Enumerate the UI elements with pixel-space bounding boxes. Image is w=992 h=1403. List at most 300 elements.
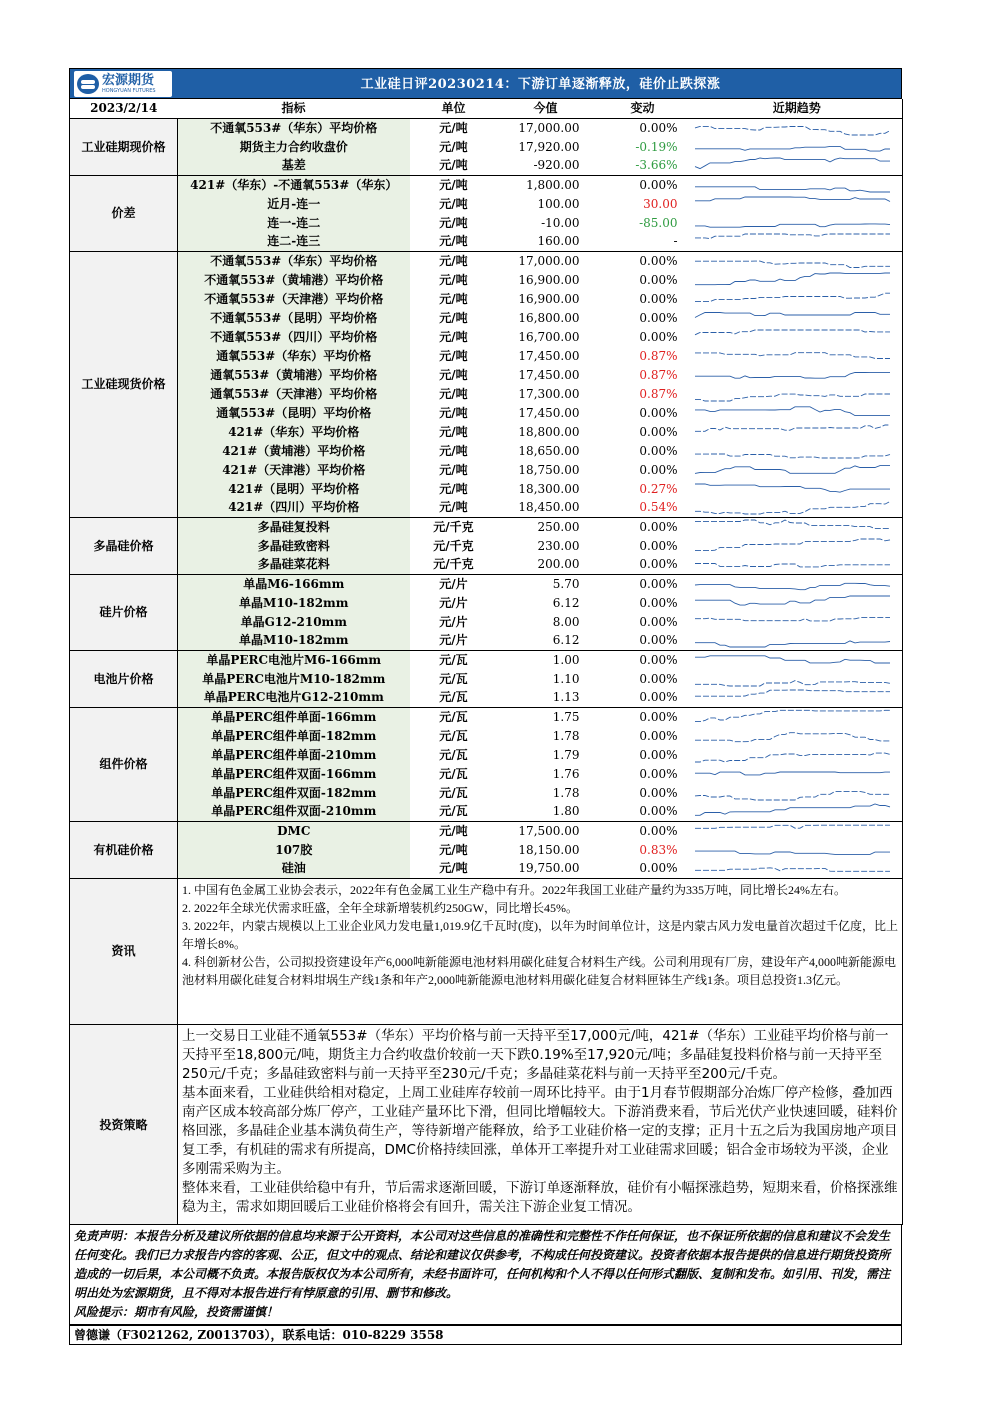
value-cell: 18,800.00 bbox=[518, 424, 580, 439]
trend-sparkline bbox=[692, 327, 903, 346]
table-row bbox=[70, 289, 903, 308]
value-cell: 17,450.00 bbox=[518, 367, 580, 382]
indicator-name: 单晶PERC组件单面-166mm bbox=[178, 707, 410, 726]
category-cell: 电池片价格 bbox=[70, 650, 178, 707]
indicator-name: 多晶硅致密料 bbox=[178, 536, 410, 555]
indicator-name: 不通氧553#（华东）平均价格 bbox=[178, 118, 410, 137]
unit-cell: 元/吨 bbox=[410, 156, 498, 175]
news-item: 3. 2022年，内蒙古规模以上工业企业风力发电量1,019.9亿千瓦时(度)，以年为时间单位计，这是内蒙古风力发电量首次超过千亿度，比上年增长8%。 bbox=[182, 918, 898, 951]
trend-sparkline bbox=[692, 137, 903, 156]
table-row bbox=[70, 498, 903, 517]
unit-cell: 元/吨 bbox=[439, 424, 468, 439]
sparkline-icon bbox=[692, 442, 897, 460]
unit-cell: 元/瓦 bbox=[439, 728, 468, 743]
value-cell: 1.79 bbox=[552, 747, 580, 762]
category-cell: 工业硅现货价格 bbox=[70, 251, 178, 517]
change-cell: 0.00% bbox=[594, 555, 692, 574]
trend-sparkline bbox=[692, 308, 903, 327]
unit-cell: 元/吨 bbox=[439, 177, 468, 192]
indicator-name: 单晶PERC电池片G12-210mm bbox=[178, 688, 410, 707]
trend-sparkline bbox=[692, 441, 903, 460]
indicator-name: 单晶PERC组件单面-210mm bbox=[178, 745, 410, 764]
value-cell: 17,000.00 bbox=[518, 253, 580, 268]
indicator-name: 多晶硅菜花料 bbox=[178, 555, 410, 574]
value-cell: 1.75 bbox=[552, 709, 580, 724]
trend-sparkline bbox=[692, 289, 903, 308]
trend-sparkline bbox=[692, 650, 903, 669]
value-cell: 19,750.00 bbox=[498, 859, 594, 878]
sparkline-icon bbox=[692, 802, 897, 820]
strategy-category: 投资策略 bbox=[70, 1025, 178, 1225]
category-cell: 组件价格 bbox=[70, 707, 178, 821]
sparkline-icon bbox=[692, 859, 897, 877]
trend-sparkline bbox=[692, 669, 903, 688]
indicator-name: 硅油 bbox=[178, 859, 410, 878]
trend-sparkline bbox=[692, 536, 903, 555]
indicator-name: 421#（四川）平均价格 bbox=[178, 498, 410, 517]
trend-sparkline bbox=[692, 631, 903, 650]
category-cell: 多晶硅价格 bbox=[70, 517, 178, 574]
trend-sparkline bbox=[692, 175, 903, 194]
sparkline-icon bbox=[692, 138, 897, 156]
trend-sparkline bbox=[692, 593, 903, 612]
unit-cell: 元/瓦 bbox=[439, 785, 468, 800]
table-row bbox=[70, 593, 903, 612]
category-cell: 硅片价格 bbox=[70, 574, 178, 650]
unit-cell: 元/千克 bbox=[410, 555, 498, 574]
sparkline-icon bbox=[692, 232, 897, 250]
sparkline-icon bbox=[692, 404, 897, 422]
change-cell: 0.00% bbox=[639, 671, 678, 686]
trend-sparkline bbox=[692, 555, 903, 574]
trend-sparkline bbox=[692, 270, 903, 289]
date-header: 2023/2/14 bbox=[70, 99, 178, 118]
value-cell: 17,500.00 bbox=[518, 823, 580, 838]
trend-sparkline bbox=[692, 479, 903, 498]
trend-sparkline bbox=[692, 403, 903, 422]
change-cell: 0.87% bbox=[639, 386, 678, 401]
table-row bbox=[70, 859, 903, 878]
sparkline-icon bbox=[692, 822, 897, 840]
change-cell: 0.00% bbox=[594, 631, 692, 650]
trend-sparkline bbox=[692, 365, 903, 384]
value-cell: 17,920.00 bbox=[518, 139, 580, 154]
unit-cell: 元/吨 bbox=[439, 215, 468, 230]
change-cell: 0.00% bbox=[639, 747, 678, 762]
change-cell: 30.00 bbox=[643, 196, 678, 211]
news-row bbox=[70, 879, 903, 1025]
trend-sparkline bbox=[692, 213, 903, 232]
unit-cell: 元/吨 bbox=[439, 120, 468, 135]
logo-mark-icon bbox=[77, 74, 99, 94]
sparkline-icon bbox=[692, 366, 897, 384]
indicator-name: 多晶硅复投料 bbox=[178, 517, 410, 536]
sparkline-icon bbox=[692, 195, 897, 213]
indicator-name: 单晶M10-182mm bbox=[178, 631, 410, 650]
value-cell: 1.78 bbox=[552, 728, 580, 743]
indicator-name: 单晶PERC电池片M6-166mm bbox=[178, 650, 410, 669]
sparkline-icon bbox=[692, 347, 897, 365]
news-item: 4. 科创新材公告，公司拟投资建设年产6,000吨新能源电池材料用碳化硅复合材料生产线。公司利用现有厂房，建设年产4,000吨新能源电池材料用碳化硅复合材料坩埚生产线1条和年产2,000吨新能源电池材料用碳化硅复合材料匣钵生产线1条。项目总投资1.3亿元。 bbox=[182, 954, 897, 987]
trend-sparkline bbox=[692, 726, 903, 745]
value-cell: -920.00 bbox=[498, 156, 594, 175]
sparkline-icon bbox=[692, 841, 897, 859]
indicator-name: 单晶PERC组件双面-210mm bbox=[178, 802, 410, 821]
table-row bbox=[70, 517, 903, 536]
value-cell: 250.00 bbox=[537, 519, 580, 534]
logo-subtext: HONGYUAN FUTURES bbox=[102, 88, 156, 94]
change-cell: 0.00% bbox=[594, 688, 692, 707]
change-cell: 0.00% bbox=[639, 405, 678, 420]
unit-cell: 元/吨 bbox=[439, 291, 468, 306]
change-cell: 0.00% bbox=[639, 253, 678, 268]
category-cell: 工业硅期现价格 bbox=[70, 118, 178, 175]
indicator-name: 通氧553#（华东）平均价格 bbox=[178, 346, 410, 365]
table-row bbox=[70, 574, 903, 593]
change-cell: 0.00% bbox=[639, 291, 678, 306]
value-cell: 1,800.00 bbox=[526, 177, 580, 192]
strategy-paragraph: 上一交易日工业硅不通氧553#（华东）平均价格与前一天持平至17,000元/吨，421#（华东）工业硅平均价格与前一天持平至18,800元/吨，期货主力合约收盘价较前一天下跌0.19%至17,920元/吨；多晶硅复投料价格与前一天持平至250元/千克；多晶硅致密料与前一天持平至230元/千克；多晶硅菜花料与前一天持平至200元/千克。 bbox=[182, 1028, 889, 1082]
sparkline-icon bbox=[692, 271, 897, 289]
trend-sparkline bbox=[692, 232, 903, 251]
strategy-paragraph: 整体来看，工业硅供给稳中有升，节后需求逐渐回暖，下游订单逐渐释放，硅价有小幅探涨趋势，短期来看，价格探涨维稳为主，需求如期回暖后工业硅价格将会有回升，需关注下游企业复工情况。 bbox=[182, 1180, 898, 1215]
value-cell: 100.00 bbox=[537, 196, 580, 211]
price-table bbox=[69, 99, 903, 879]
change-cell: 0.00% bbox=[639, 576, 678, 591]
change-cell: 0.00% bbox=[639, 595, 678, 610]
indicator-name: 单晶M10-182mm bbox=[178, 593, 410, 612]
table-row bbox=[70, 365, 903, 384]
trend-sparkline bbox=[692, 840, 903, 859]
unit-cell: 元/吨 bbox=[439, 139, 468, 154]
trend-sparkline bbox=[692, 460, 903, 479]
sparkline-icon bbox=[692, 613, 897, 631]
value-cell: 17,450.00 bbox=[518, 348, 580, 363]
value-cell: 16,800.00 bbox=[518, 310, 580, 325]
value-cell: 8.00 bbox=[552, 614, 580, 629]
value-cell: 17,300.00 bbox=[518, 386, 580, 401]
sparkline-icon bbox=[692, 119, 897, 137]
value-cell: 5.70 bbox=[552, 576, 580, 591]
change-cell: 0.00% bbox=[639, 709, 678, 724]
indicator-name: 421#（天津港）平均价格 bbox=[178, 460, 410, 479]
unit-cell: 元/片 bbox=[439, 614, 468, 629]
change-cell: 0.00% bbox=[594, 859, 692, 878]
change-header: 变动 bbox=[594, 99, 692, 118]
unit-cell: 元/吨 bbox=[439, 310, 468, 325]
change-cell: 0.00% bbox=[639, 614, 678, 629]
indicator-name: 通氧553#（天津港）平均价格 bbox=[178, 384, 410, 403]
change-cell: 0.54% bbox=[594, 498, 692, 517]
trend-sparkline bbox=[692, 194, 903, 213]
news-item: 2. 2022年全球光伏需求旺盛，全年全球新增装机约250GW，同比增长45%。 bbox=[182, 900, 578, 915]
sparkline-icon bbox=[692, 651, 897, 669]
table-row bbox=[70, 251, 903, 270]
sparkline-icon bbox=[692, 461, 897, 479]
change-cell: 0.00% bbox=[594, 802, 692, 821]
indicator-name: 近月-连一 bbox=[178, 194, 410, 213]
text-table bbox=[69, 879, 903, 1226]
value-cell: 160.00 bbox=[498, 232, 594, 251]
indicator-name: 单晶PERC组件单面-182mm bbox=[178, 726, 410, 745]
value-cell: 18,300.00 bbox=[518, 481, 580, 496]
sparkline-icon bbox=[692, 727, 897, 745]
change-cell: 0.00% bbox=[639, 329, 678, 344]
table-row bbox=[70, 213, 903, 232]
indicator-name: 连二-连三 bbox=[178, 232, 410, 251]
value-cell: 18,450.00 bbox=[498, 498, 594, 517]
value-cell: 200.00 bbox=[498, 555, 594, 574]
report-title: 工业硅日评20230214：下游订单逐渐释放，硅价止跌探涨 bbox=[360, 77, 721, 92]
news-body bbox=[178, 879, 903, 1025]
sparkline-icon bbox=[692, 156, 897, 174]
value-cell: 1.80 bbox=[498, 802, 594, 821]
strategy-row bbox=[70, 1025, 903, 1225]
change-cell: 0.00% bbox=[639, 519, 678, 534]
change-cell: 0.00% bbox=[639, 728, 678, 743]
trend-sparkline bbox=[692, 707, 903, 726]
table-row bbox=[70, 346, 903, 365]
value-cell: 16,900.00 bbox=[518, 291, 580, 306]
table-row bbox=[70, 175, 903, 194]
indicator-name: 不通氧553#（黄埔港）平均价格 bbox=[178, 270, 410, 289]
change-cell: 0.00% bbox=[639, 424, 678, 439]
value-cell: 18,650.00 bbox=[518, 443, 580, 458]
table-row bbox=[70, 308, 903, 327]
unit-cell: 元/瓦 bbox=[439, 766, 468, 781]
indicator-name: 通氧553#（昆明）平均价格 bbox=[178, 403, 410, 422]
table-row bbox=[70, 479, 903, 498]
unit-cell: 元/吨 bbox=[439, 481, 468, 496]
value-cell: -10.00 bbox=[541, 215, 580, 230]
indicator-name: 连一-连二 bbox=[178, 213, 410, 232]
unit-cell: 元/吨 bbox=[439, 386, 468, 401]
report-page bbox=[69, 68, 902, 1345]
sparkline-icon bbox=[692, 708, 897, 726]
company-logo bbox=[74, 71, 172, 97]
table-row bbox=[70, 137, 903, 156]
table-row bbox=[70, 631, 903, 650]
table-row bbox=[70, 403, 903, 422]
table-row bbox=[70, 688, 903, 707]
unit-cell: 元/片 bbox=[439, 576, 468, 591]
value-cell: 1.13 bbox=[498, 688, 594, 707]
table-row bbox=[70, 612, 903, 631]
change-cell: -85.00 bbox=[639, 215, 678, 230]
table-row bbox=[70, 327, 903, 346]
unit-cell: 元/吨 bbox=[439, 367, 468, 382]
indicator-name: 不通氧553#（华东）平均价格 bbox=[178, 251, 410, 270]
table-row bbox=[70, 726, 903, 745]
table-row bbox=[70, 840, 903, 859]
trend-sparkline bbox=[692, 498, 903, 517]
table-row bbox=[70, 745, 903, 764]
unit-cell: 元/瓦 bbox=[410, 688, 498, 707]
change-cell: 0.87% bbox=[639, 367, 678, 382]
indicator-name: 单晶PERC电池片M10-182mm bbox=[178, 669, 410, 688]
indicator-name: 单晶G12-210mm bbox=[178, 612, 410, 631]
value-cell: 18,750.00 bbox=[518, 462, 580, 477]
unit-cell: 元/千克 bbox=[433, 519, 474, 534]
table-row bbox=[70, 460, 903, 479]
sparkline-icon bbox=[692, 290, 897, 308]
indicator-name: 不通氧553#（昆明）平均价格 bbox=[178, 308, 410, 327]
trend-sparkline bbox=[692, 574, 903, 593]
change-cell: 0.00% bbox=[639, 785, 678, 800]
change-cell: -3.66% bbox=[594, 156, 692, 175]
value-cell: 16,900.00 bbox=[518, 272, 580, 287]
sparkline-icon bbox=[692, 555, 897, 573]
indicator-name: 107胶 bbox=[178, 840, 410, 859]
unit-cell: 元/吨 bbox=[439, 253, 468, 268]
sparkline-icon bbox=[692, 176, 897, 194]
trend-sparkline bbox=[692, 156, 903, 175]
value-cell: 230.00 bbox=[537, 538, 580, 553]
table-row bbox=[70, 669, 903, 688]
sparkline-icon bbox=[692, 537, 897, 555]
table-row bbox=[70, 270, 903, 289]
indicator-name: 单晶M6-166mm bbox=[178, 574, 410, 593]
change-cell: 0.00% bbox=[639, 272, 678, 287]
trend-sparkline bbox=[692, 802, 903, 821]
value-cell: 6.12 bbox=[552, 595, 580, 610]
unit-cell: 元/吨 bbox=[410, 498, 498, 517]
indicator-header: 指标 bbox=[178, 99, 410, 118]
trend-sparkline bbox=[692, 859, 903, 878]
report-header bbox=[69, 68, 902, 99]
change-cell: 0.00% bbox=[639, 310, 678, 325]
sparkline-icon bbox=[692, 309, 897, 327]
indicator-name: 不通氧553#（天津港）平均价格 bbox=[178, 289, 410, 308]
change-cell: -0.19% bbox=[635, 139, 678, 154]
value-header: 今值 bbox=[498, 99, 594, 118]
unit-cell: 元/千克 bbox=[433, 538, 474, 553]
unit-cell: 元/瓦 bbox=[439, 709, 468, 724]
trend-header: 近期趋势 bbox=[692, 99, 903, 118]
table-row bbox=[70, 783, 903, 802]
change-cell: 0.00% bbox=[639, 538, 678, 553]
indicator-name: 不通氧553#（四川）平均价格 bbox=[178, 327, 410, 346]
table-row bbox=[70, 707, 903, 726]
table-row bbox=[70, 118, 903, 137]
table-row bbox=[70, 384, 903, 403]
unit-header: 单位 bbox=[410, 99, 498, 118]
table-header-row bbox=[70, 99, 903, 118]
sparkline-icon bbox=[692, 385, 897, 403]
sparkline-icon bbox=[692, 252, 897, 270]
change-cell: 0.00% bbox=[639, 443, 678, 458]
table-row bbox=[70, 194, 903, 213]
change-cell: - bbox=[594, 232, 692, 251]
value-cell: 1.10 bbox=[552, 671, 580, 686]
indicator-name: DMC bbox=[178, 821, 410, 840]
trend-sparkline bbox=[692, 251, 903, 270]
table-row bbox=[70, 555, 903, 574]
disclaimer-box bbox=[69, 1225, 902, 1325]
logo-text: 宏源期货 bbox=[102, 73, 155, 88]
change-cell: 0.00% bbox=[639, 652, 678, 667]
news-category: 资讯 bbox=[70, 879, 178, 1025]
indicator-name: 421#（华东）-不通氧553#（华东） bbox=[178, 175, 410, 194]
table-row bbox=[70, 441, 903, 460]
indicator-name: 通氧553#（黄埔港）平均价格 bbox=[178, 365, 410, 384]
unit-cell: 元/瓦 bbox=[439, 671, 468, 686]
unit-cell: 元/吨 bbox=[439, 443, 468, 458]
indicator-name: 单晶PERC组件双面-182mm bbox=[178, 783, 410, 802]
sparkline-icon bbox=[692, 518, 897, 536]
change-cell: 0.27% bbox=[639, 481, 678, 496]
trend-sparkline bbox=[692, 422, 903, 441]
indicator-name: 期货主力合约收盘价 bbox=[178, 137, 410, 156]
value-cell: 16,700.00 bbox=[518, 329, 580, 344]
value-cell: 1.00 bbox=[552, 652, 580, 667]
sparkline-icon bbox=[692, 214, 897, 232]
sparkline-icon bbox=[692, 765, 897, 783]
table-row bbox=[70, 650, 903, 669]
change-cell: 0.00% bbox=[639, 177, 678, 192]
value-cell: 17,000.00 bbox=[518, 120, 580, 135]
trend-sparkline bbox=[692, 346, 903, 365]
table-row bbox=[70, 764, 903, 783]
unit-cell: 元/吨 bbox=[439, 329, 468, 344]
unit-cell: 元/吨 bbox=[439, 405, 468, 420]
unit-cell: 元/吨 bbox=[439, 272, 468, 287]
indicator-name: 421#（黄埔港）平均价格 bbox=[178, 441, 410, 460]
change-cell: 0.00% bbox=[639, 120, 678, 135]
change-cell: 0.83% bbox=[639, 842, 678, 857]
change-cell: 0.87% bbox=[639, 348, 678, 363]
trend-sparkline bbox=[692, 821, 903, 840]
disclaimer-text: 免责声明：本报告分析及建议所依据的信息均来源于公开资料，本公司对这些信息的准确性和完整性不作任何保证，也不保证所依据的信息和建议不会发生任何变化。我们已力求报告内容的客观、公正，但文中的观点、结论和建议仅供参考，不构成任何投资建议。投资者依据本报告提供的信息进行期货投资所造成的一切后果，本公司概不负责。本报告版权仅为本公司所有，未经书面许可，任何机构和个人不得以任何形式翻版、复制和发布。如引用、刊发，需注明出处为宏源期货，且不得对本报告进行有悖原意的引用、删节和修改。 bbox=[74, 1229, 891, 1300]
table-row bbox=[70, 422, 903, 441]
indicator-name: 单晶PERC组件双面-166mm bbox=[178, 764, 410, 783]
sparkline-icon bbox=[692, 631, 897, 649]
risk-warning: 风险提示：期市有风险，投资需谨慎！ bbox=[74, 1305, 279, 1319]
trend-sparkline bbox=[692, 612, 903, 631]
value-cell: 1.78 bbox=[552, 785, 580, 800]
value-cell: 6.12 bbox=[498, 631, 594, 650]
sparkline-icon bbox=[692, 423, 897, 441]
trend-sparkline bbox=[692, 745, 903, 764]
unit-cell: 元/片 bbox=[410, 631, 498, 650]
change-cell: 0.00% bbox=[639, 823, 678, 838]
sparkline-icon bbox=[692, 670, 897, 688]
unit-cell: 元/吨 bbox=[410, 859, 498, 878]
value-cell: 17,450.00 bbox=[518, 405, 580, 420]
unit-cell: 元/吨 bbox=[439, 462, 468, 477]
sparkline-icon bbox=[692, 328, 897, 346]
table-row bbox=[70, 232, 903, 251]
trend-sparkline bbox=[692, 764, 903, 783]
unit-cell: 元/瓦 bbox=[439, 652, 468, 667]
sparkline-icon bbox=[692, 575, 897, 593]
sparkline-icon bbox=[692, 746, 897, 764]
unit-cell: 元/片 bbox=[439, 595, 468, 610]
sparkline-icon bbox=[692, 594, 897, 612]
trend-sparkline bbox=[692, 517, 903, 536]
unit-cell: 元/瓦 bbox=[410, 802, 498, 821]
indicator-name: 421#（昆明）平均价格 bbox=[178, 479, 410, 498]
table-row bbox=[70, 821, 903, 840]
analyst-contact: 曾德谦（F3021262, Z0013703），联系电话：010-8229 3558 bbox=[69, 1325, 902, 1345]
sparkline-icon bbox=[692, 498, 897, 516]
news-item: 1. 中国有色金属工业协会表示，2022年有色金属工业生产稳中有升。2022年我国工业硅产量约为335万吨，同比增长24%左右。 bbox=[182, 882, 847, 897]
unit-cell: 元/吨 bbox=[439, 196, 468, 211]
strategy-body bbox=[178, 1025, 903, 1225]
change-cell: 0.00% bbox=[639, 766, 678, 781]
trend-sparkline bbox=[692, 688, 903, 707]
trend-sparkline bbox=[692, 118, 903, 137]
